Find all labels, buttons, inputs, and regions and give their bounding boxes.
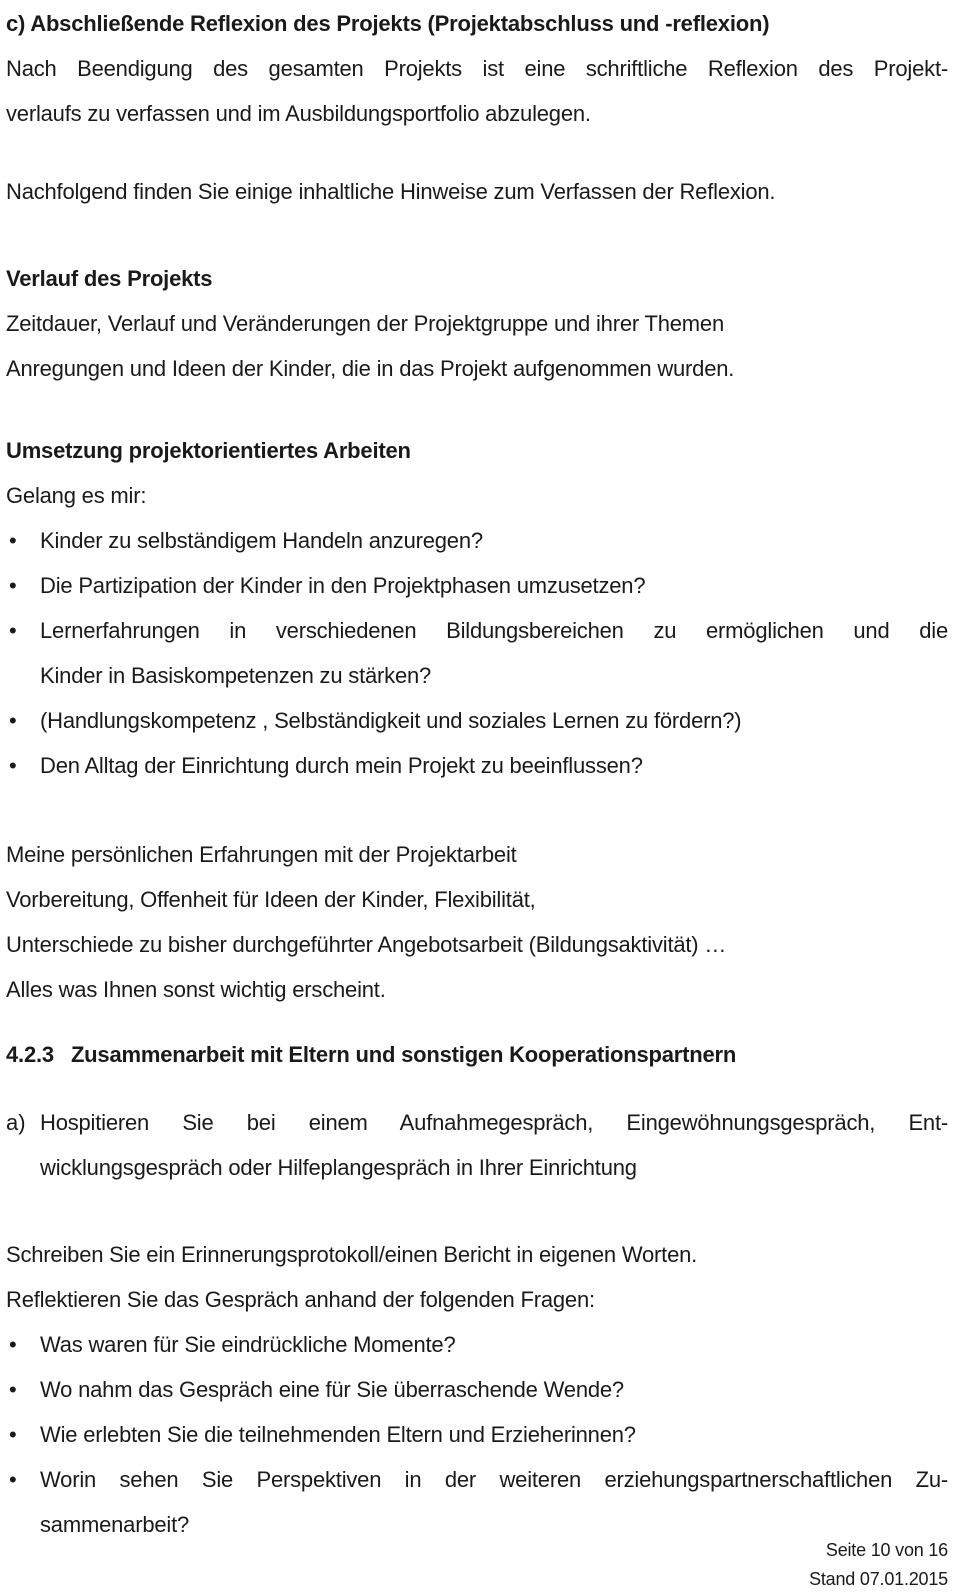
text-line: Unterschiede zu bisher durchgeführter Angebotsarbeit (Bildungsaktivität) … (6, 932, 727, 957)
gelang-paragraph (6, 473, 948, 518)
lettered-item (6, 1100, 948, 1190)
bullet-icon: • (9, 528, 17, 553)
text-line: Kinder in Basiskompetenzen zu stärken? (40, 663, 432, 688)
bullet-icon: • (9, 1467, 17, 1492)
section-title: Zusammenarbeit mit Eltern und sonstigen Kooperationspartnern (70, 1042, 737, 1067)
bullet-item (6, 608, 948, 698)
verlauf-paragraph (6, 301, 948, 391)
text-line: sammenarbeit? (40, 1512, 190, 1537)
text-line: wicklungsgespräch oder Hilfeplangespräch in Ihrer Einrichtung (40, 1155, 637, 1180)
bullet-item (6, 1322, 948, 1367)
text-line: c) Abschließende Reflexion des Projekts (Projektabschluss und -reflexion) (6, 11, 770, 36)
bullet-item (6, 743, 948, 788)
page-number-label: Seite 10 von 16 (825, 1540, 948, 1560)
text-line: Kinder zu selbständigem Handeln anzuregen? (40, 528, 483, 553)
bullet-item (6, 1412, 948, 1457)
version-date-label: Stand 07.01.2015 (809, 1569, 948, 1589)
text-line: Alles was Ihnen sonst wichtig erscheint. (6, 977, 386, 1002)
hint-paragraph (6, 169, 948, 214)
intro-paragraph (6, 46, 948, 136)
text-line: Zeitdauer, Verlauf und Veränderungen der Projektgruppe und ihrer Themen (6, 311, 724, 336)
bullet-item (6, 563, 948, 608)
item-a-paragraph (6, 1100, 948, 1190)
text-line: Die Partizipation der Kinder in den Projektphasen umzusetzen? (40, 573, 646, 598)
text-line: Worin sehen Sie Perspektiven in der weiteren erziehungspartnerschaftlichen Zu- (40, 1467, 948, 1492)
text-line: Umsetzung projektorientiertes Arbeiten (6, 438, 411, 463)
text-line: Nachfolgend finden Sie einige inhaltliche Hinweise zum Verfassen der Reflexion. (6, 179, 776, 204)
text-line: verlaufs zu verfassen und im Ausbildungsportfolio abzulegen. (6, 101, 591, 126)
text-line: Nach Beendigung des gesamten Projekts ist eine schriftliche Reflexion des Projekt- (6, 56, 948, 81)
text-line: Wie erlebten Sie die teilnehmenden Eltern und Erzieherinnen? (40, 1422, 636, 1447)
text-line: Gelang es mir: (6, 483, 147, 508)
text-line: Lernerfahrungen in verschiedenen Bildungsbereichen zu ermöglichen und die (40, 618, 948, 643)
text-line: Reflektieren Sie das Gespräch anhand der folgenden Fragen: (6, 1287, 595, 1312)
text-line: Verlauf des Projekts (6, 266, 213, 291)
bullet-icon: • (9, 1377, 17, 1402)
text-line: Vorbereitung, Offenheit für Ideen der Kinder, Flexibilität, (6, 887, 536, 912)
text-line: Anregungen und Ideen der Kinder, die in das Projekt aufgenommen wurden. (6, 356, 735, 381)
bullet-icon: • (9, 753, 17, 778)
erfahrungen-paragraph (6, 832, 948, 1012)
section-number: 4.2.3 (6, 1042, 54, 1067)
text-line: Hospitieren Sie bei einem Aufnahmegespräch, Eingewöhnungsgespräch, Ent- (40, 1110, 948, 1135)
document-content (6, 1, 948, 1547)
bullet-item (6, 518, 948, 563)
bullet-icon: • (9, 708, 17, 733)
bullet-item (6, 1457, 948, 1547)
letter-marker: a) (6, 1110, 26, 1135)
bullet-list-umsetzung (6, 518, 948, 788)
text-line: Meine persönlichen Erfahrungen mit der Projektarbeit (6, 842, 517, 867)
text-line: Den Alltag der Einrichtung durch mein Projekt zu beeinflussen? (40, 753, 643, 778)
bullet-icon: • (9, 573, 17, 598)
section-heading-423 (6, 1032, 948, 1077)
bullet-icon: • (9, 1332, 17, 1357)
bullet-icon: • (9, 618, 17, 643)
bullet-item (6, 698, 948, 743)
page-footer (809, 1536, 948, 1594)
subheading-umsetzung (6, 428, 948, 473)
text-line: (Handlungskompetenz , Selbständigkeit und soziales Lernen zu fördern?) (40, 708, 742, 733)
bullet-list-fragen (6, 1322, 948, 1547)
bullet-item (6, 1367, 948, 1412)
text-line: Schreiben Sie ein Erinnerungsprotokoll/einen Bericht in eigenen Worten. (6, 1242, 698, 1267)
subheading-verlauf (6, 256, 948, 301)
text-line: Wo nahm das Gespräch eine für Sie überraschende Wende? (40, 1377, 624, 1402)
numbered-heading-line (6, 1032, 948, 1077)
protokoll-paragraph (6, 1232, 948, 1322)
bullet-icon: • (9, 1422, 17, 1447)
section-heading-c (6, 1, 948, 46)
text-line: Was waren für Sie eindrückliche Momente? (40, 1332, 456, 1357)
